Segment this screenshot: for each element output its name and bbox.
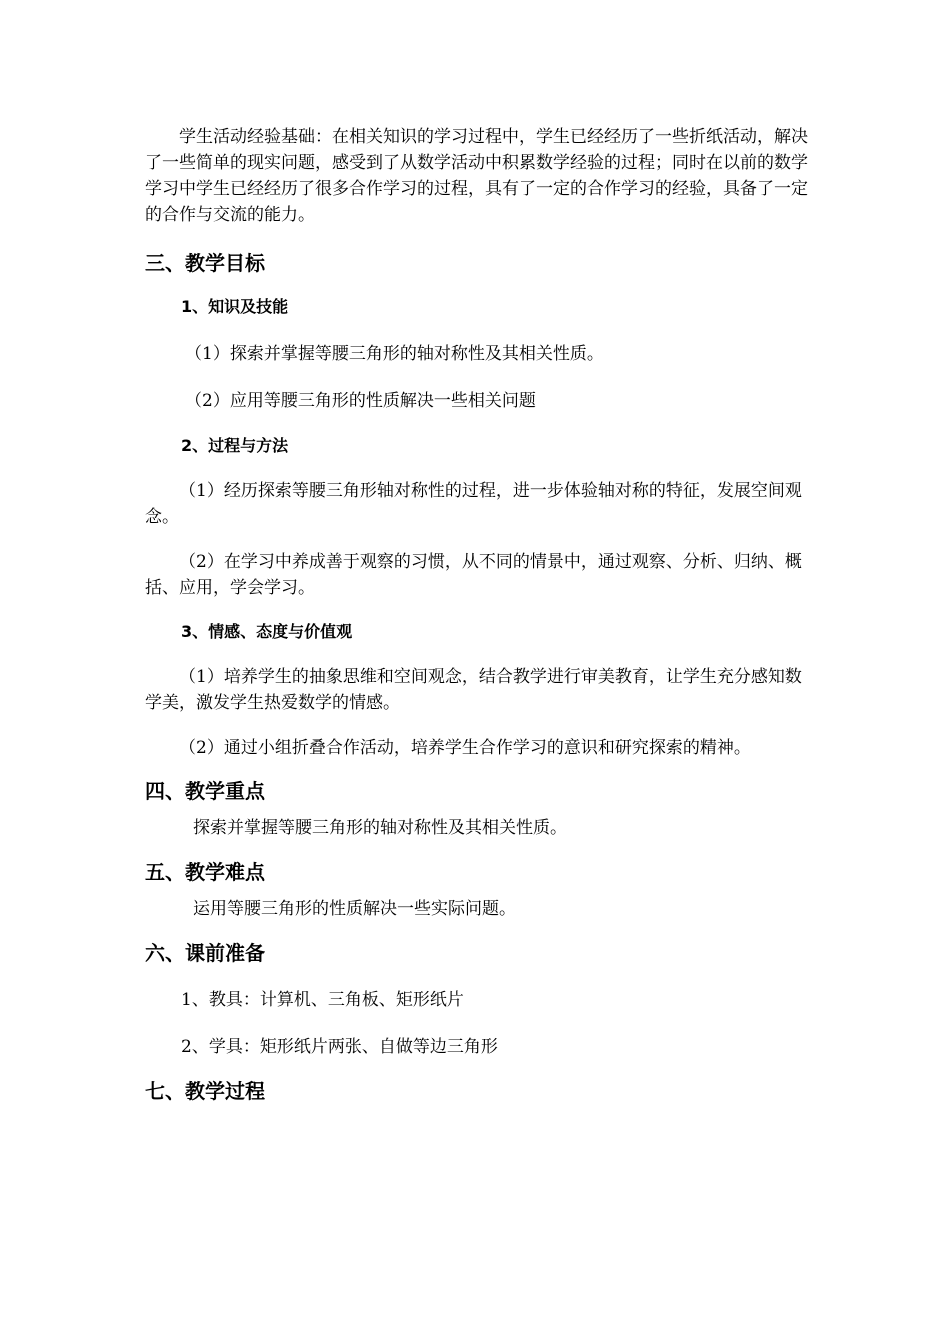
objective-3-1: （1）培养学生的抽象思维和空间观念，结合教学进行审美教育，让学生充分感知数学美，激发学生热爱数学的情感。 — [145, 667, 802, 713]
section-3-heading: 三、教学目标 — [145, 251, 265, 275]
subsection-1-heading: 1、知识及技能 — [181, 297, 289, 316]
objective-3-2: （2）通过小组折叠合作活动，培养学生合作学习的意识和研究探索的精神。 — [179, 738, 751, 758]
objective-2-2: （2）在学习中养成善于观察的习惯，从不同的情景中，通过观察、分析、归纳、概括、应用，学会学习。 — [145, 552, 802, 598]
document-page — [145, 124, 810, 1105]
section-7-heading: 七、教学过程 — [145, 1079, 265, 1103]
key-point-text: 探索并掌握等腰三角形的轴对称性及其相关性质。 — [193, 818, 567, 838]
prep-item-1: 1、教具：计算机、三角板、矩形纸片 — [181, 990, 464, 1010]
difficulty-text: 运用等腰三角形的性质解决一些实际问题。 — [193, 899, 516, 919]
section-5-heading: 五、教学难点 — [145, 860, 265, 884]
section-6-heading: 六、课前准备 — [145, 941, 265, 965]
objective-1-2: （2）应用等腰三角形的性质解决一些相关问题 — [185, 391, 536, 411]
objective-2-1: （1）经历探索等腰三角形轴对称性的过程，进一步体验轴对称的特征，发展空间观念。 — [145, 481, 802, 527]
intro-paragraph: 学生活动经验基础：在相关知识的学习过程中，学生已经经历了一些折纸活动，解决了一些简单的现实问题，感受到了从数学活动中积累数学经验的过程；同时在以前的数学学习中学生已经经历了很多合作学习的过程，具有了一定的合作学习的经验，具备了一定的合作与交流的能力。 — [145, 127, 808, 225]
objective-1-1: （1）探索并掌握等腰三角形的轴对称性及其相关性质。 — [185, 344, 604, 364]
section-4-heading: 四、教学重点 — [145, 779, 265, 803]
prep-item-2: 2、学具：矩形纸片两张、自做等边三角形 — [181, 1037, 498, 1057]
subsection-2-heading: 2、过程与方法 — [181, 436, 289, 455]
subsection-3-heading: 3、情感、态度与价值观 — [181, 622, 353, 641]
